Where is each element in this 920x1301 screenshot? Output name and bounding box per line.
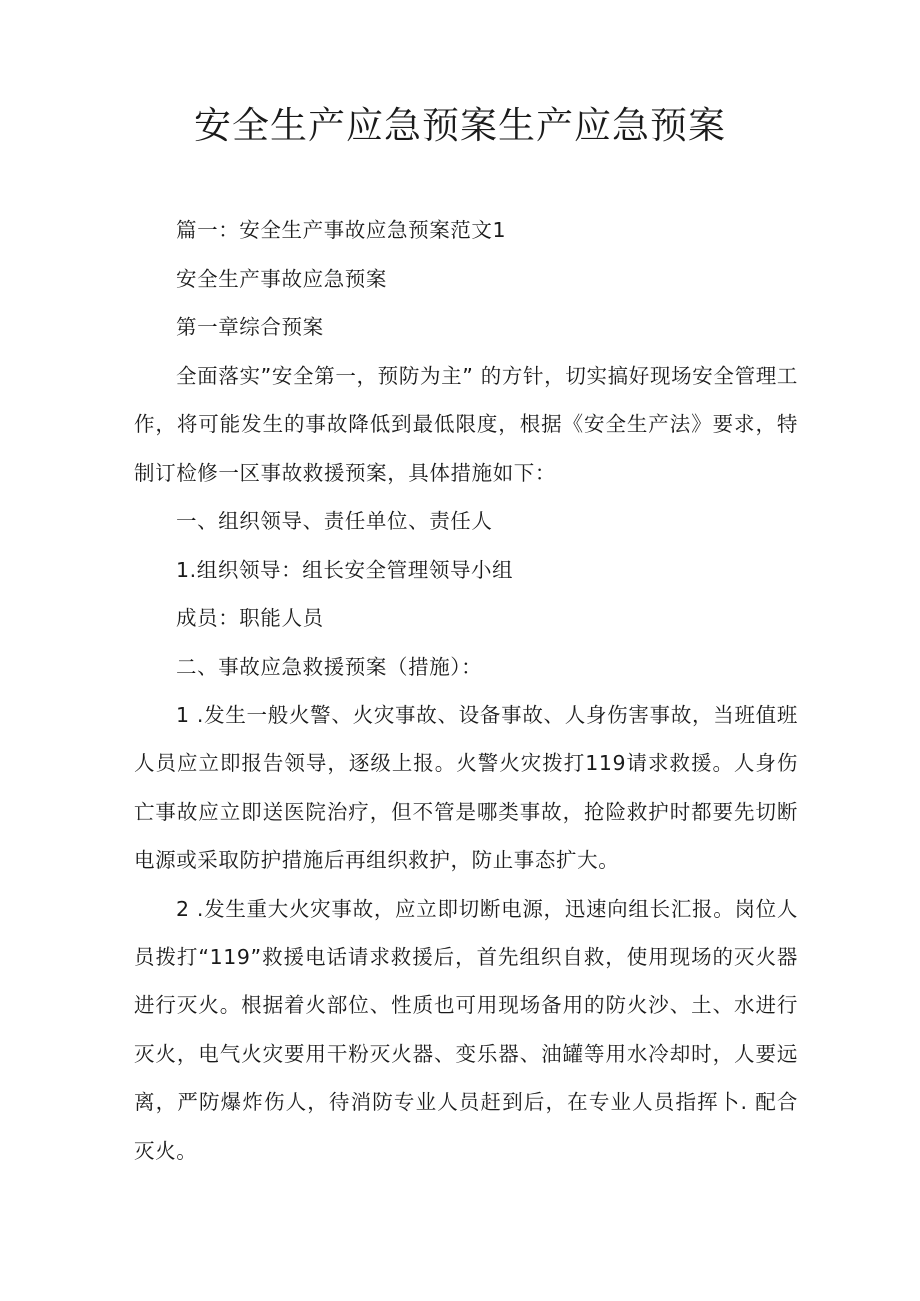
paragraph-measure-1: 1 .发生一般火警、火灾事故、设备事故、人身伤害事故，当班值班人员应立即报告领导，逐级上报。火警火灾拨打119请求救援。人身伤亡事故应立即送医院治疗，但不管是哪类事故，抢险救护时都要先切断电源或采取防护措施后再组织救护，防止事态扩大。 xyxy=(134,703,798,873)
paragraph-intro: 全面落实”安全第一，预防为主” 的方针，切实搞好现场安全管理工作，将可能发生的事故降低到最低限度，根据《安全生产法》要求，特制订检修一区事故救援预案，具体措施如下： xyxy=(134,363,798,485)
paragraph-plan-title: 安全生产事故应急预案 xyxy=(176,266,387,291)
paragraph-leadership: 1.组织领导：组长安全管理领导小组 xyxy=(176,557,514,582)
paragraph-item-one-heading: 一、组织领导、责任单位、责任人 xyxy=(176,509,493,533)
paragraph-section-heading: 篇一：安全生产事故应急预案范文1 xyxy=(176,218,507,242)
paragraph-chapter-heading: 第一章综合预案 xyxy=(176,315,324,339)
paragraph-members: 成员：职能人员 xyxy=(176,606,324,630)
paragraph-item-two-heading: 二、事故应急救援预案（措施）： xyxy=(176,654,483,679)
document-body xyxy=(134,206,798,1175)
document-title: 安全生产应急预案生产应急预案 xyxy=(194,104,726,147)
paragraph-measure-2: 2 .发生重大火灾事故，应立即切断电源，迅速向组长汇报。岗位人员拨打“119”救援电话请求救援后，首先组织自救，使用现场的灭火器进行灭火。根据着火部位、性质也可用现场备用的防火沙、土、水进行灭火，电气火灾要用干粉灭火器、变乐器、油罐等用水冷却时，人要远离，严防爆炸伤人，待消防专业人员赶到后，在专业人员指挥卜. 配合灭火。 xyxy=(134,896,798,1163)
